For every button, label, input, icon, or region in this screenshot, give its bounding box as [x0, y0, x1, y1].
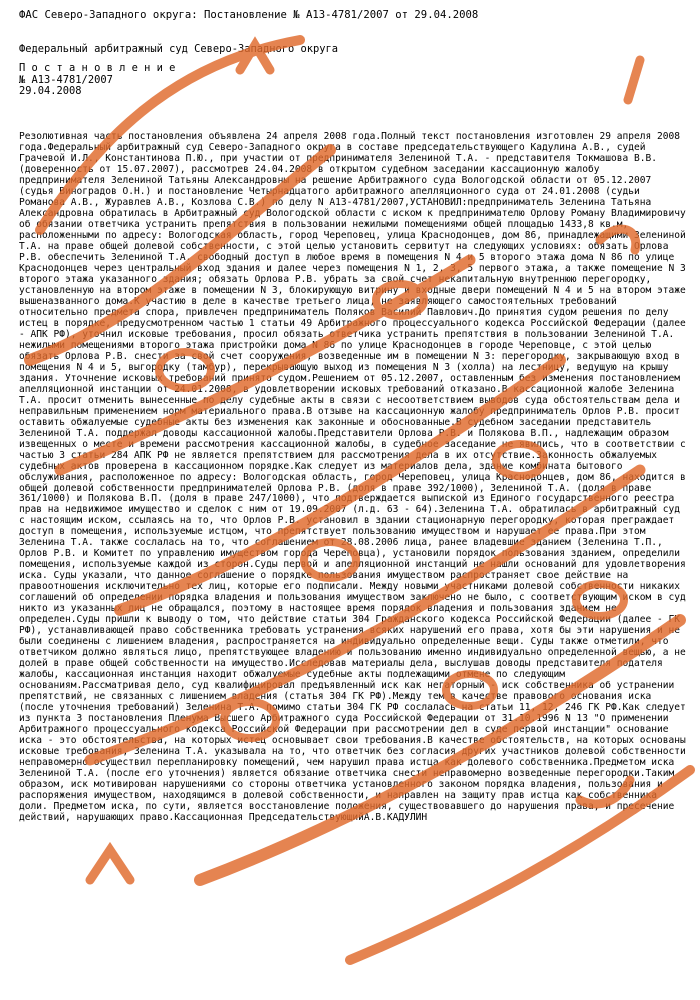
- document-header: ФАС Северо-Западного округа: Постановление № А13-4781/2007 от 29.04.2008: [19, 9, 479, 21]
- document-number: № А13-4781/2007: [19, 73, 113, 86]
- document-title-block: [19, 63, 175, 98]
- document-body: Резолютивная часть постановления объявлена 24 апреля 2008 года.Полный текст постановления изготовлен 29 апреля 2008 года.Федеральный арбитражный суд Северо-Западного округа в составе председательствующего Кадулина А.В., судей Грачевой И.Л., Константинова П.Ю., при участии от предпринимателя Зелениной Т.А. - представителя Токмашова В.В. (доверенность от 15.07.2007), рассмотрев 24.04.2008 в открытом судебном заседании кассационную жалобу предпринимателя Зелениной Татьяны Александровны на решение Арбитражного суда Вологодской области от 05.12.2007 (судья Виноградов О.Н.) и постановление Четырнадцатого арбитражного апелляционного суда от 24.01.2008 (судьи Романова А.В., Журавлев А.В., Козлова С.В.) по делу N А13-4781/2007,УСТАНОВИЛ:предприниматель Зеленина Татьяна Александровна обратилась в Арбитражный суд Вологодской области с иском к предпринимателю Орлову Роману Владимировичу об обязании ответчика устранить препятствия в пользовании нежилыми помещениями общей площадью 1433,8 кв.м, расположенными по адресу: Вологодская область, город Череповец, улица Краснодонцев, дом 86, принадлежащими Зелениной Т.А. на праве общей долевой собственности, с этой целью установить сервитут на следующих условиях: обязать Орлова Р.В. обеспечить Зелениной Т.А. свободный доступ в любое время в помещения N 4 и 5 второго этажа дома N 86 по улице Краснодонцев через центральный вход здания и далее через помещения N 1, 2, 3, 5 первого этажа, а также помещение N 3 второго этажа указанного здания; обязать Орлова Р.В. убрать за свой счет некапитальную внутреннюю перегородку, установленную на втором этаже в помещении N 3, блокирующую витрину и входные двери помещений N 4 и 5 на втором этаже вышеназванного дома.К участию в деле в качестве третьего лица, не заявляющего самостоятельных требований относительно предмета спора, привлечен предприниматель Поляков Василий Павлович.До принятия судом решения по делу истец в порядке, предусмотренном частью 1 статьи 49 Арбитражного процессуального кодекса Российской Федерации (далее - АПК РФ), уточнил исковые требования, просил обязать ответчика устранить препятствия в пользовании Зелениной Т.А. нежилыми помещениями второго этажа пристройки дома N 86 по улице Краснодонцев в городе Череповце, с этой целью обязать Орлова Р.В. снести за свой счет сооружения, возведенные им в помещении N 3: перегородку, закрывающую вход в помещения N 4 и 5, выгородку (тамбур), перекрывающую выход из помещения N 3 (холла) на лестницу, ведущую на крышу здания. Уточнение исковых требований принято судом.Решением от 05.12.2007, оставленным без изменения постановлением апелляционной инстанции от 24.01.2008, в удовлетворении исковых требований отказано.В кассационной жалобе Зеленина Т.А. просит отменить вынесенные по делу судебные акты в связи с несоответствием выводов суда обстоятельствам дела и неправильным применением норм материального права.В отзыве на кассационную жалобу предприниматель Орлов Р.В. просит оставить обжалуемые судебные акты без изменения как законные и обоснованные.В судебном заседании представитель Зелениной Т.А. поддержал доводы кассационной жалобы.Представители Орлова Р.В. и Полякова В.П., надлежащим образом извещенных о месте и времени рассмотрения кассационной жалобы, в судебное заседание не явились, что в соответствии с частью 3 статьи 284 АПК РФ не является препятствием для рассмотрения дела в их отсутствие.Законность обжалуемых судебных актов проверена в кассационном порядке.Как следует из материалов дела, здание комбината бытового обслуживания, расположенное по адресу: Вологодская область, город Череповец, улица Краснодонцев, дом 86, находится в общей долевой собственности предпринимателей Орлова Р.В. (доля в праве 392/1000), Зелениной Т.А. (доля в праве 361/1000) и Полякова В.П. (доля в праве 247/1000), что подтверждается выпиской из Единого государственного реестра прав на недвижимое имущество и сделок с ним от 19.09.2007 (л.д. 63 - 64).Зеленина Т.А. обратилась в арбитражный суд с настоящим иском, ссылаясь на то, что Орлов Р.В. установил в здании стационарную перегородку, которая преграждает доступ в помещения, используемые истцом, что препятствует пользованию имуществом и нарушает ее права.При этом Зеленина Т.А. также сослалась на то, что соглашением от 28.08.2006 лица, ранее владевшие зданием (Зеленина Т.П., Орлов Р.В. и Комитет по управлению имуществом города Череповца), установили порядок пользования зданием, определили помещения, используемые каждой из сторон.Суды первой и апелляционной инстанций не нашли оснований для удовлетворения иска. Суды указали, что данное соглашение о порядке пользования имуществом распространяет свое действие на правоотношения исключительно тех лиц, которые его подписали. Между новыми участниками долевой собственности никаких соглашений об определении порядка владения и пользования имуществом заключено не было, с соответствующим иском в суд никто из указанных лиц не обращался, поэтому в настоящее время порядок владения и пользования зданием не определен.Суды пришли к выводу о том, что действие статьи 304 Гражданского кодекса Российской Федерации (далее - ГК РФ), устанавливающей право собственника требовать устранения всяких нарушений его права, хотя бы эти нарушения и не были соединены с лишением владения, распространяется на индивидуально определенные вещи. Суды также отметили, что ответчиком должно являться лицо, препятствующее владению и пользованию именно индивидуально определенной вещью, а не долей в праве общей собственности на имущество.Исследовав материалы дела, выслушав доводы представителя подателя жалобы, кассационная инстанция находит обжалуемые судебные акты подлежащими отмене по следующим основаниям.Рассматривая дело, суд квалифицировал предъявленный иск как негаторный - иск собственника об устранении препятствий, не связанных с лишением владения (статья 304 ГК РФ).Между тем в качестве правового основания иска (после уточнения требований) Зеленина Т.А. помимо статьи 304 ГК РФ сослалась на статьи 11, 12, 246 ГК РФ.Как следует из пункта 3 постановления Пленума Высшего Арбитражного суда Российской Федерации от 31.10.1996 N 13 "О применении Арбитражного процессуального кодекса Российской Федерации при рассмотрении дел в суде первой инстанции" основание иска - это обстоятельства, на которых истец основывает свои требования.В качестве обстоятельств, на которых основаны исковые требования, Зеленина Т.А. указывала на то, что ответчик без согласия других участников долевой собственности неправомерно осуществил перепланировку помещений, чем нарушил права истца как долевого собственника.Предметом иска Зелениной Т.А. (после его уточнения) является обязание ответчика снести неправомерно возведенные перегородки.Таким образом, иск мотивирован нарушениями со стороны ответчика установленного законом порядка владения, пользования и распоряжения имуществом, находящимся в долевой собственности, и направлен на защиту прав истца как собственника доли. Предметом иска, по сути, является восстановление положения, существовавшего до нарушения права, и пресечение действий, нарушающих право.Кассационная ПредседательствующийА.В.КАДУЛИН: [19, 131, 686, 824]
- document-date: 29.04.2008: [19, 85, 82, 97]
- court-name: Федеральный арбитражный суд Северо-Западного округа: [19, 43, 339, 55]
- document-type: П о с т а н о в л е н и е: [19, 62, 176, 74]
